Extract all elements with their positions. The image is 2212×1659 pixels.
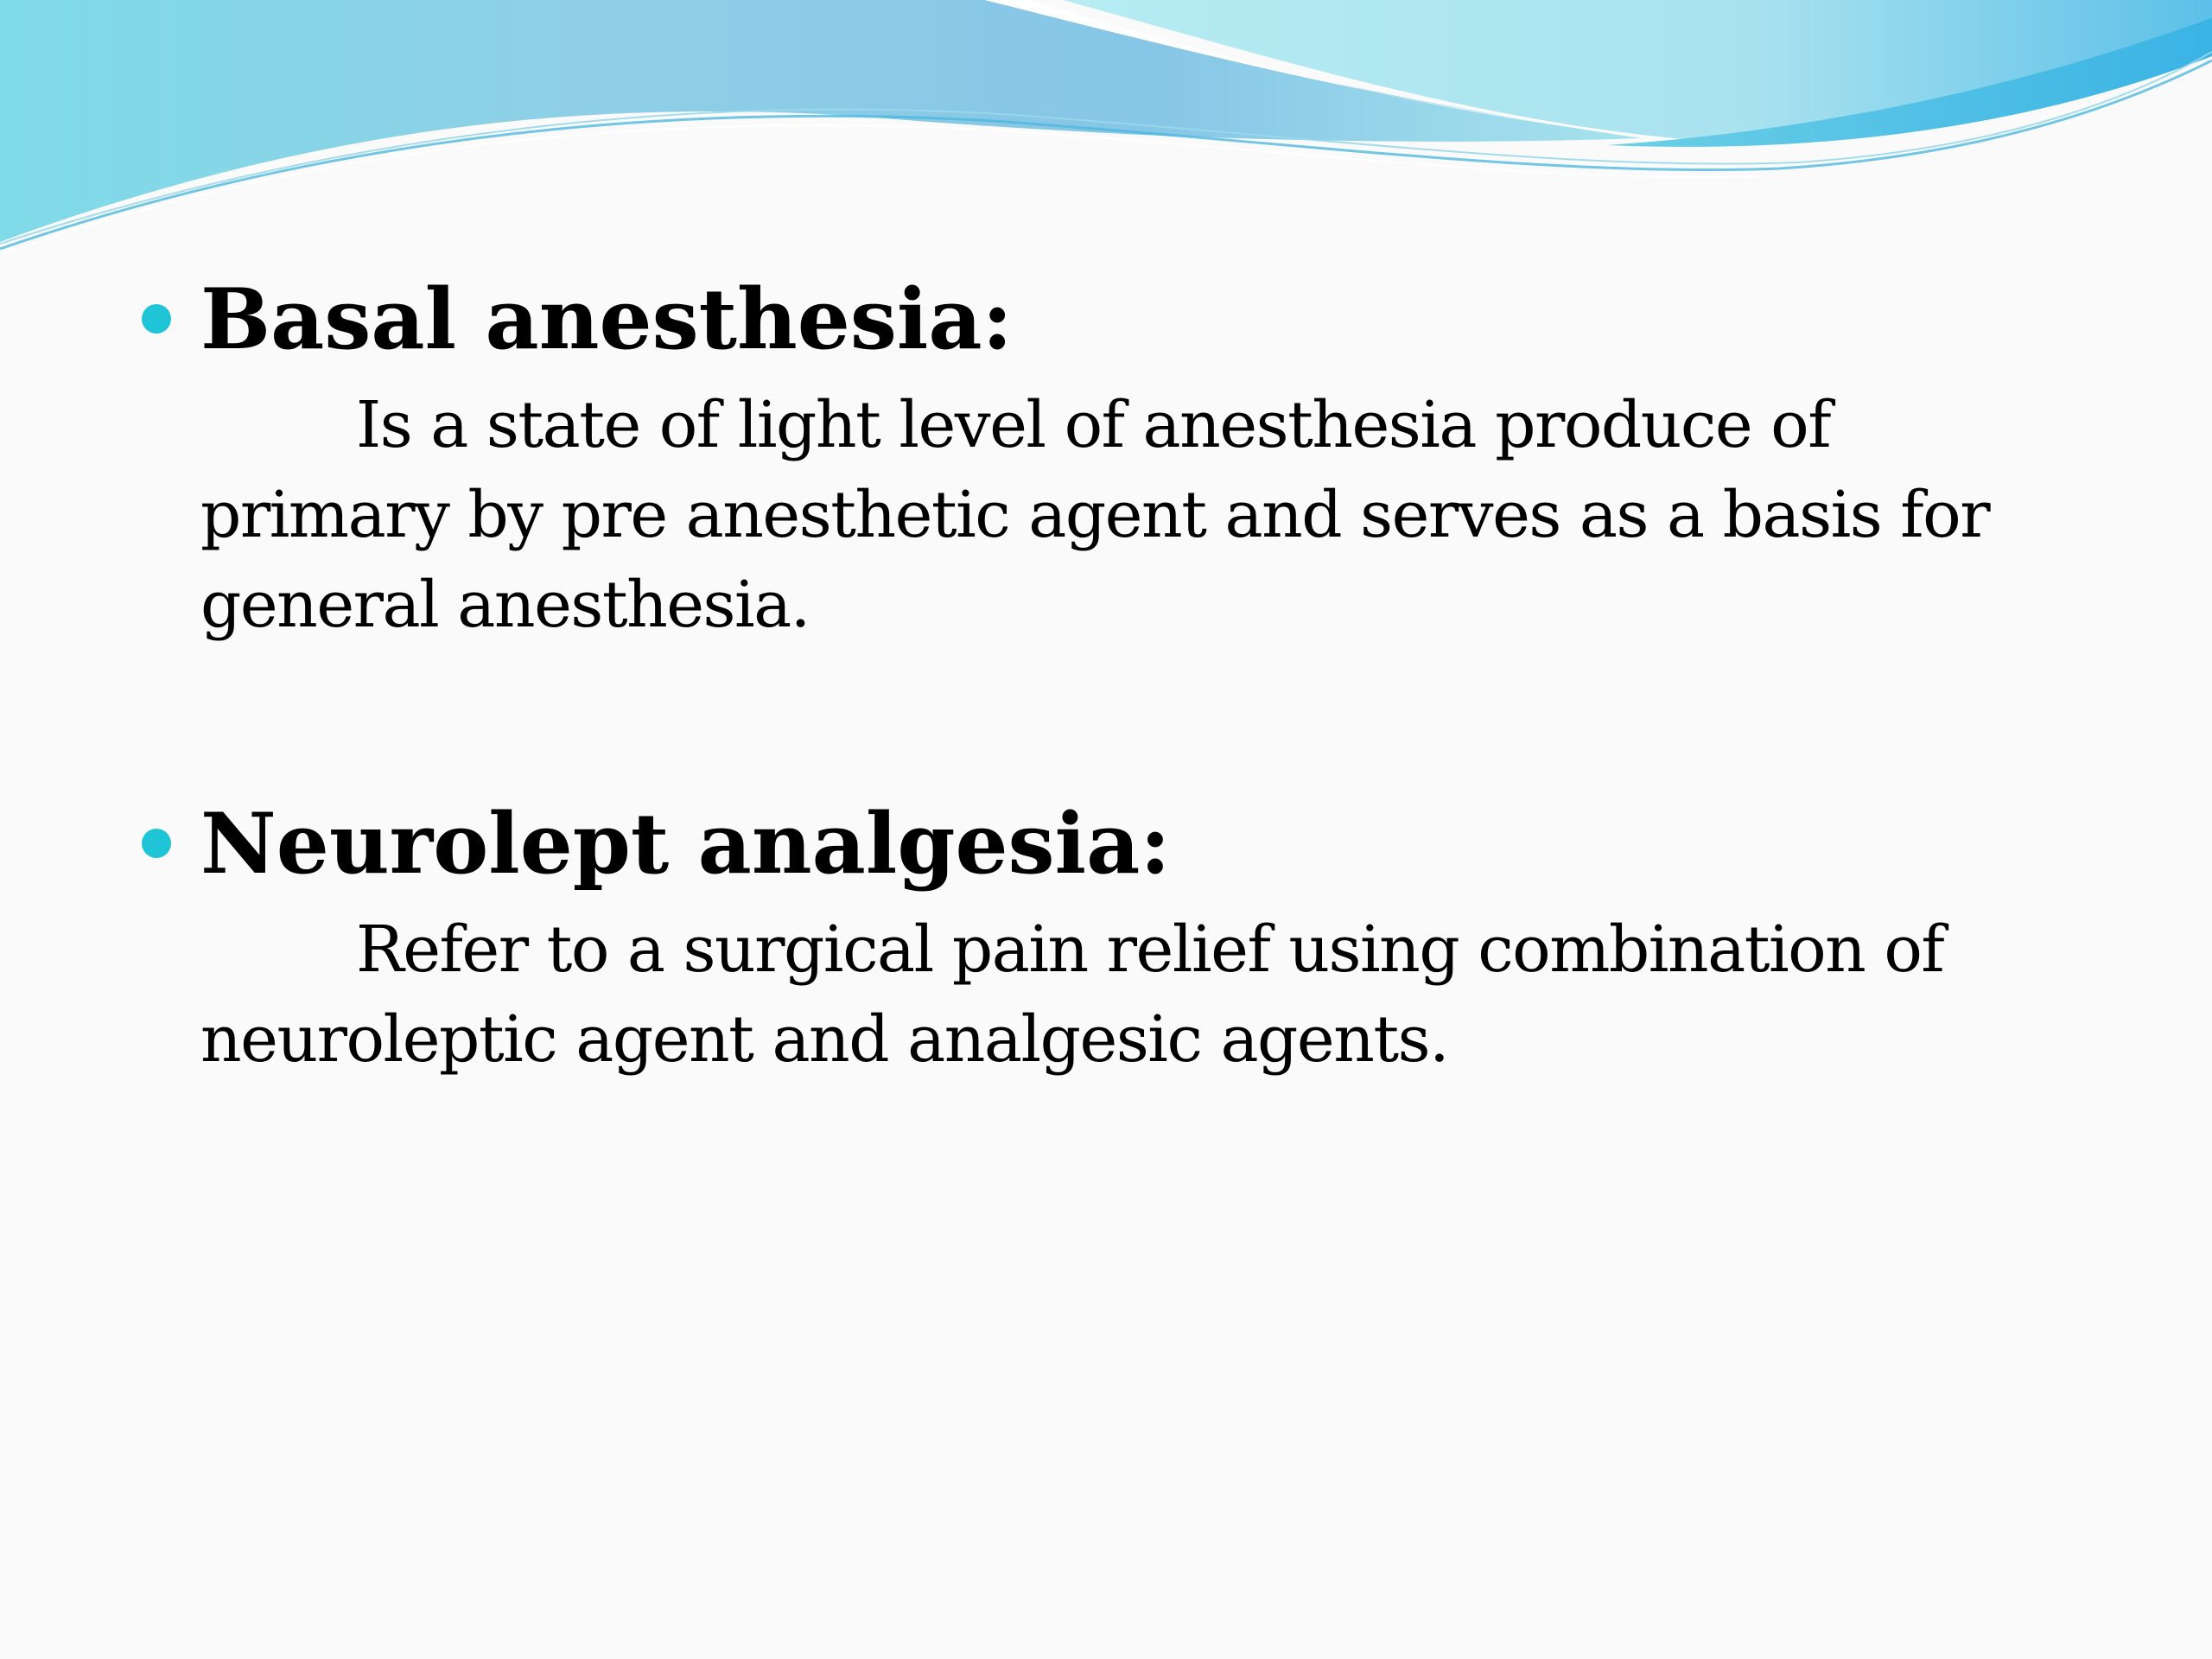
bullet-body: Is a state of light level of anesthesia produce of primary by pre anesthetic agent and serves as a basis for general anesthesia. [200, 388, 1990, 642]
bullet-heading: Neurolept analgesia: [200, 795, 1171, 893]
bullet-item-neurolept-analgesia [138, 784, 1996, 1084]
bullet-dot [142, 829, 171, 858]
bullet-list [138, 259, 1996, 1084]
bullet-body: Refer to a surgical pain relief using combination of neuroleptic agent and analgesic agents. [200, 912, 1944, 1077]
bullet-item-basal-anesthesia [138, 259, 1996, 650]
bullet-heading: Basal anesthesia: [200, 270, 1013, 368]
header-wave-decoration [0, 0, 2212, 259]
bullet-dot [142, 304, 171, 334]
